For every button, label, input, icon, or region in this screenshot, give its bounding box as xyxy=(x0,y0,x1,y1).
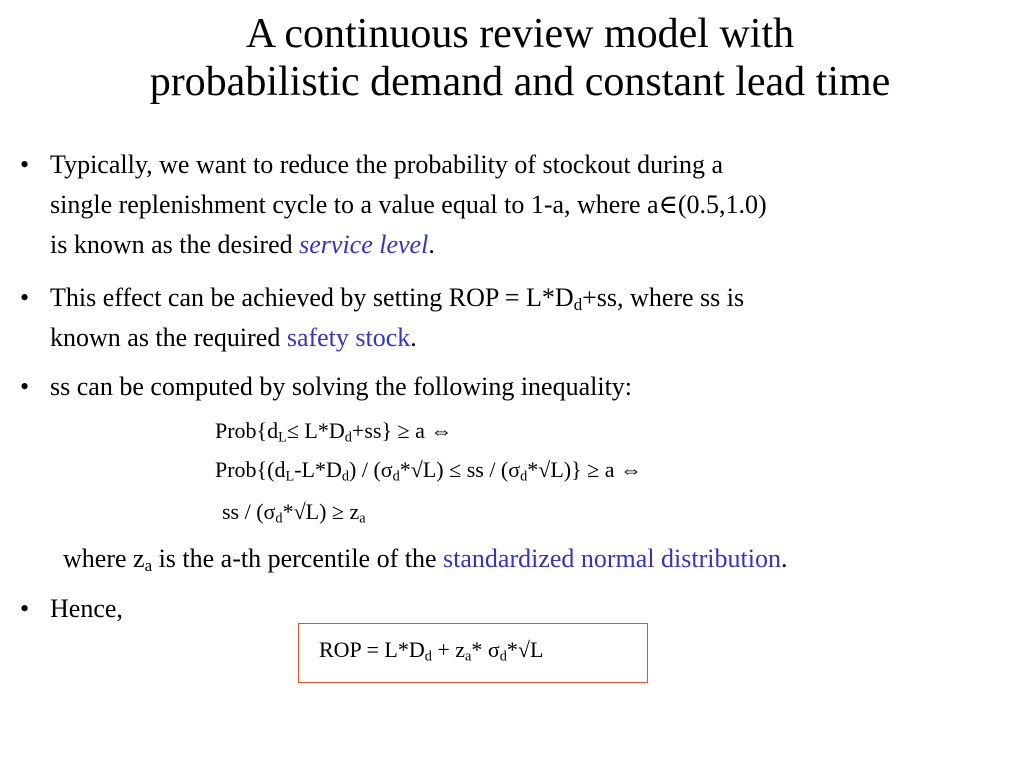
bullet2-line1-text: This effect can be achieved by setting ROP = L*D xyxy=(50,283,574,312)
eq2-part: *√L)} ≥ a ⇔ xyxy=(527,457,643,482)
bullet-text xyxy=(50,278,1010,358)
subscript: d xyxy=(341,468,349,485)
bullet-text xyxy=(50,367,1010,407)
eq2-part: -L*D xyxy=(294,457,342,482)
subscript: a xyxy=(359,510,366,527)
equation-2 xyxy=(215,456,642,484)
bullet1-line1: Typically, we want to reduce the probability of stockout during a xyxy=(50,150,724,179)
note-text: is the a-th percentile of the xyxy=(152,544,444,573)
bullet-marker: • xyxy=(20,283,30,312)
rop-part: + z xyxy=(431,637,466,662)
note-text: where z xyxy=(63,544,145,573)
equation-3 xyxy=(222,498,366,526)
eq1-part: +ss} ≥ a ⇔ xyxy=(351,418,453,443)
bullet-marker: • xyxy=(20,150,30,179)
subscript: d xyxy=(275,510,283,527)
note-period: . xyxy=(780,544,788,573)
subscript: L xyxy=(278,429,287,446)
subscript: L xyxy=(285,468,295,485)
term-standardized-normal: standardized normal distribution xyxy=(443,544,781,573)
equation-1 xyxy=(215,417,452,445)
rop-part: ROP = L*D xyxy=(319,637,425,662)
term-safety-stock: safety stock xyxy=(286,323,411,352)
eq2-part: *√L) ≤ ss / (σ xyxy=(399,457,521,482)
subscript: d xyxy=(392,468,400,485)
eq1-part: ≤ L*D xyxy=(286,418,345,443)
bullet1-line3-text: is known as the desired xyxy=(50,230,300,259)
subscript: d xyxy=(344,429,352,446)
bullet-marker: • xyxy=(20,372,30,401)
bullet1-period: . xyxy=(428,230,435,259)
rop-formula-box xyxy=(298,623,648,683)
slide-title xyxy=(0,10,1024,106)
eq2-part: ) / (σ xyxy=(349,457,393,482)
subscript: d xyxy=(573,295,583,315)
title-line-2: probabilistic demand and constant lead time xyxy=(149,59,891,105)
subscript: d xyxy=(424,648,432,665)
bullet4-line1: Hence, xyxy=(50,594,123,623)
subscript: a xyxy=(144,556,153,576)
eq2-part: Prob{(d xyxy=(215,457,286,482)
subscript: d xyxy=(499,648,507,665)
eq3-part: *√L) ≥ z xyxy=(282,499,360,524)
subscript: a xyxy=(465,648,472,665)
term-service-level: service level xyxy=(299,230,429,259)
bullet2-line1-tail: +ss, where ss is xyxy=(582,283,745,312)
rop-part: * σ xyxy=(471,637,500,662)
bullet1-line3 xyxy=(50,225,1010,265)
bullet2-line2 xyxy=(50,318,1010,358)
percentile-note xyxy=(63,542,787,576)
bullet-text xyxy=(50,145,1010,265)
bullet2-period: . xyxy=(410,323,417,352)
bullet2-line2-text: known as the required xyxy=(50,323,287,352)
title-line-1: A continuous review model with xyxy=(245,11,795,57)
subscript: d xyxy=(520,468,528,485)
rop-formula xyxy=(319,636,543,664)
bullet1-line2: single replenishment cycle to a value equal to 1-a, where a∈(0.5,1.0) xyxy=(50,190,767,219)
eq3-part: ss / (σ xyxy=(222,499,276,524)
bullet2-line1 xyxy=(50,278,1010,318)
eq1-part: Prob{d xyxy=(215,418,279,443)
rop-part: *√L xyxy=(506,637,544,662)
bullet3-line1: ss can be computed by solving the following inequality: xyxy=(50,372,633,401)
bullet-marker: • xyxy=(20,594,30,623)
